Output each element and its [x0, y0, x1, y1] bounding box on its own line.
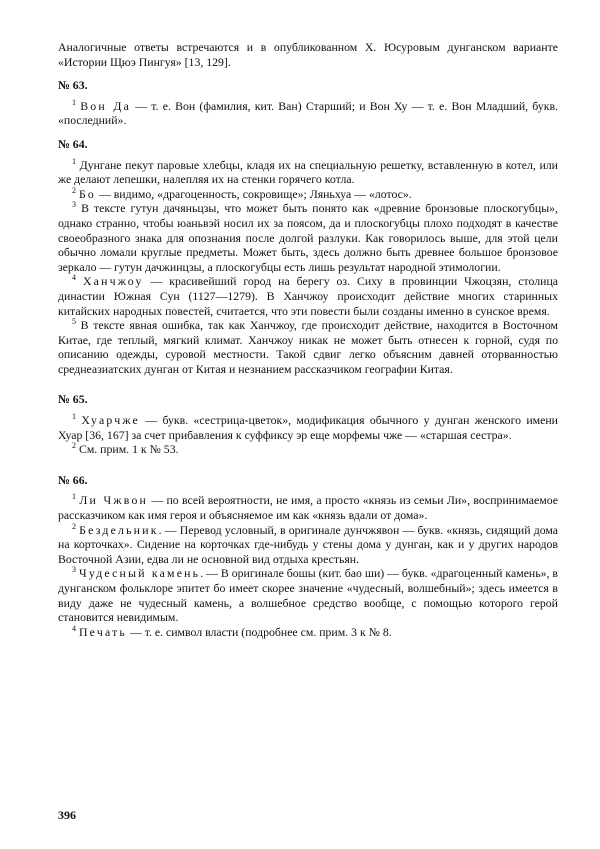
note-66-3: $^3$ Чудесный камень. — В оригинале бошы (кит. бао ши) — букв. «драгоценный камень», в дунганском фольклоре эпитет бо имеет скорее значение «чудесный, волшебный»; здесь имеется в виду даже не чудесный камень, а волшебное средство вообще, с помощью которого герой становится невидимым. — [58, 565, 558, 625]
note-64-3: $^3$ В тексте гутун дачяньцзы, что может быть понято как «древние бронзовые плоскогубцы», однако странно, чтобы юаньвэй носил их за поясом, да и плоскогубцы плохо подходят в качестве своеобразного знака для опознания после долгой разлуки. Как говорилось выше, для этой цели обычно ломали круглые предметы. Может быть, здесь должно быть древнее большое бронзовое зеркало — гутун дачжинцзы, а плоскогубцы есть лишь результат народной этимологии. — [58, 200, 558, 274]
note-text: — по всей вероятности, не имя, а просто «князь из семьи Ли», воспринимаемое рассказчиком как имя героя и объясняемое им как «князь вдали от дома». — [58, 493, 559, 523]
note-text: — т. е. символ власти (подробнее см. прим. 3 к № 8. — [127, 624, 392, 639]
note-term: Чудесный камень — [78, 566, 201, 581]
note-66-4: $^4$ Печать — т. е. символ власти (подробнее см. прим. 3 к № 8. — [72, 623, 392, 639]
note-text: В тексте гутун дачяньцзы, что может быть понято как «древние бронзовые плоскогубцы», однако странно, чтобы юаньвэй носил их за поясом, да и плоскогубцы плохо подходят в качестве своеобразного знака для опознания после долгой разлуки. Как говорилось выше, для этой цели обычно ломали круглые предметы. Может быть, здесь должно быть древнее большое бронзовое зеркало — гутун дачжинцзы, а плоскогубцы есть лишь результат народной этимологии. — [58, 201, 558, 274]
note-term: Ханчжоу — [82, 274, 144, 289]
note-64-4: $^4$ Ханчжоу — красивейший город на берегу оз. Сиху в провинции Чжоцзян, столица династии Южная Сун (1127—1279). В Ханчжоу происходит действие многих старинных китайских народных повестей, считается, что эти повести были созданы именно в сунское время. — [58, 273, 558, 318]
note-text: — видимо, «драгоценность, сокровище»; Ляньхуа — «лотос». — [96, 186, 412, 201]
note-64-5: $^5$ В тексте явная ошибка, так как Ханчжоу, где происходит действие, находится в Восточном Китае, где теплый, мягкий климат. Ханчжоу никак не может быть отнесен к горной, судя по описанию одежды, суровой местности. Такой сдвиг легко объясним давней оторванностью среднеазиатских дунган от Китая и незнанием рассказчиком географии Китая. — [58, 317, 558, 376]
note-65-2: $^2$ См. прим. 1 к № 53. — [72, 441, 179, 457]
note-text: — букв. «сестрица-цветок», модификация обычного у дунган женского имени Хуар [36, 167] за счет прибавления к суффиксу эр еще морфемы чже — «старшая сестра». — [58, 413, 558, 442]
note-65-1: $^1$ Хуарчже — букв. «сестрица-цветок», модификация обычного у дунган женского имени Хуар [36, 167] за счет прибавления к суффиксу эр еще морфемы чже — «старшая сестра». — [58, 412, 558, 442]
note-66-1: $^1$ Ли Чжвон — по всей вероятности, не имя, а просто «князь из семьи Ли», воспринимаемое рассказчиком как имя героя и объясняемое им как «князь вдали от дома». — [58, 492, 559, 523]
section-heading-65: № 65. — [58, 392, 88, 407]
note-text: . — В оригинале бошы (кит. бао ши) — букв. «драгоценный камень», в дунганском фольклоре эпитет бо имеет скорее значение «чудесный, волшебный»; здесь имеется в виду даже не чудесный камень, а волшебное средство вообще, с помощью которого герой становится невидимым. — [58, 566, 558, 625]
note-term: Бездельник — [79, 522, 159, 537]
note-64-2: $^2$ Бо — видимо, «драгоценность, сокровище»; Ляньхуа — «лотос». — [72, 185, 412, 201]
note-66-2: $^2$ Бездельник. — Перевод условный, в оригинале дунчжявон — букв. «князь, сидящий дома на корточках». Сидение на корточках где-нибудь у стены дома у дунган, как и у других народов Восточной Азии, едва ли не основной вид отдыха крестьян. — [58, 521, 558, 566]
page-text — [58, 40, 558, 639]
note-63-1: $^1$ Вон Да — т. е. Вон (фамилия, кит. Ван) Старший; и Вон Ху — т. е. Вон Младший, букв. «последний». — [58, 97, 559, 128]
note-text: — красивейший город на берегу оз. Сиху в провинции Чжоцзян, столица династии Южная Сун (1127—1279). В Ханчжоу происходит действие многих старинных китайских народных повестей, считается, что эти повести были созданы именно в сунское время. — [58, 274, 558, 318]
note-term: Ли Чжвон — [79, 493, 149, 508]
note-term: Бо — [78, 186, 97, 201]
intro-paragraph: Аналогичные ответы встречаются и в опубликованном Х. Юсуровым дунганском варианте «Истории Щюэ Пингуя» [13, 129]. — [58, 40, 558, 69]
note-term: Хуарчже — [81, 413, 140, 428]
note-text: См. прим. 1 к № 53. — [78, 442, 179, 457]
note-64-1: $^1$ Дунгане пекут паровые хлебцы, кладя их на специальную решетку, вставленную в котел, или же делают лепешки, налепляя их на стенки горячего котла. — [58, 156, 558, 187]
note-text: . — Перевод условный, в оригинале дунчжявон — букв. «князь, сидящий дома на корточках». Сидение на корточках где-нибудь у стены дома у дунган, как и у других народов Восточной Азии, едва ли не основной вид отдыха крестьян. — [58, 522, 558, 566]
section-heading-66: № 66. — [58, 472, 88, 487]
note-text: — т. е. Вон (фамилия, кит. Ван) Старший; и Вон Ху — т. е. Вон Младший, букв. «последний». — [58, 98, 559, 128]
page-number: 396 — [58, 808, 76, 822]
note-term: Печать — [78, 624, 128, 639]
note-text: Дунгане пекут паровые хлебцы, кладя их на специальную решетку, вставленную в котел, или же делают лепешки, налепляя их на стенки горячего котла. — [58, 157, 558, 187]
note-term: Вон Да — [80, 98, 132, 113]
note-text: В тексте явная ошибка, так как Ханчжоу, где происходит действие, находится в Восточном Китае, где теплый, мягкий климат. Ханчжоу никак не может быть отнесен к горной, судя по описанию одежды, суровой местности. Такой сдвиг легко объясним давней оторванностью среднеазиатских дунган от Китая и незнанием рассказчиком географии Китая. — [58, 318, 558, 376]
section-heading-63: № 63. — [58, 78, 88, 93]
section-heading-64: № 64. — [58, 136, 88, 151]
